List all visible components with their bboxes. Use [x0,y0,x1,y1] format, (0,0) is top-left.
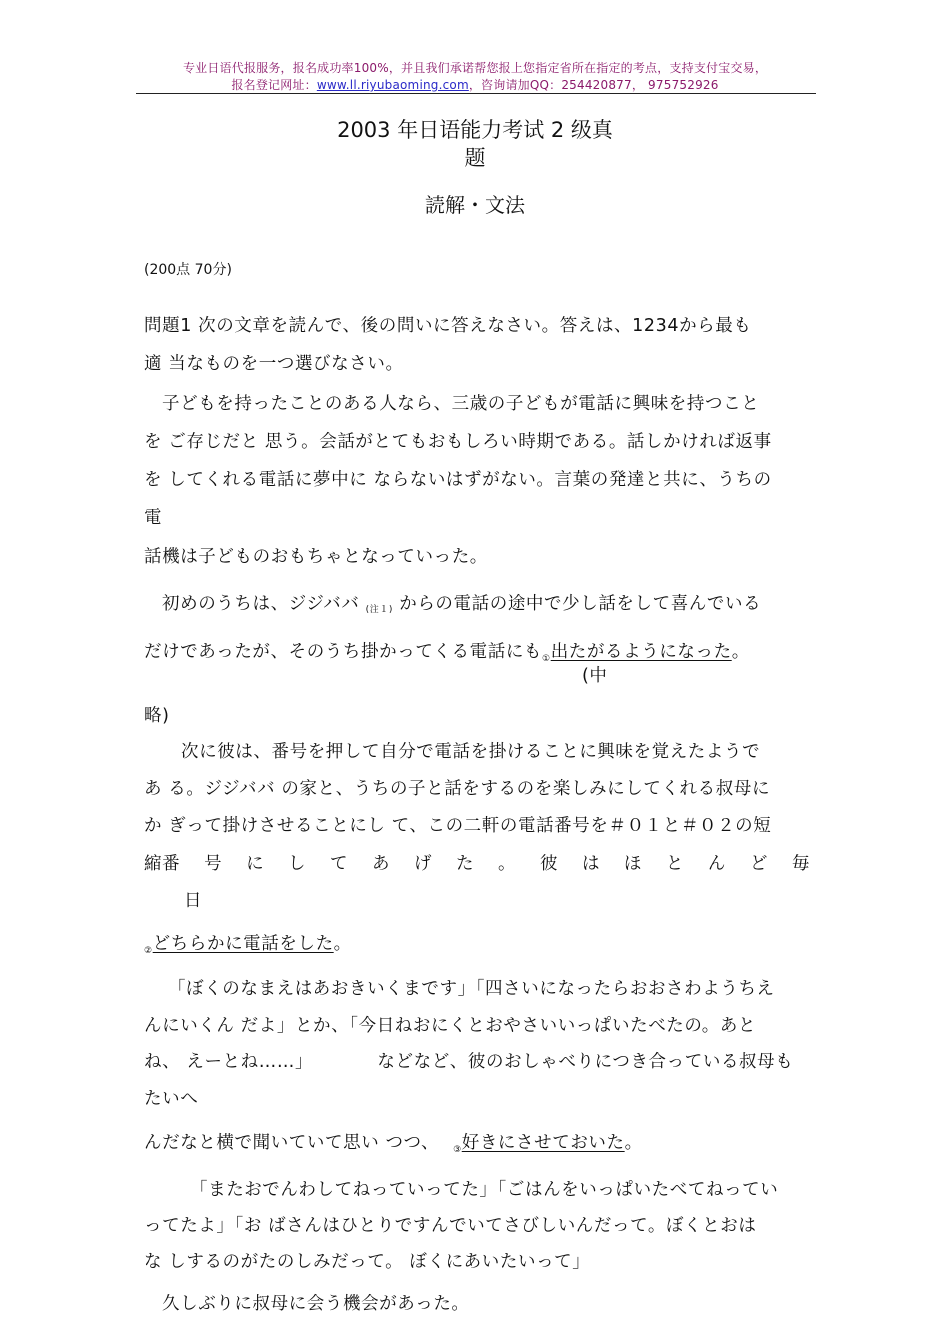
passage-line: 「またおでんわしてねっていってた」「ごはんをいっぱいたべてねってい [190,1180,779,1200]
justified-char: ん [707,854,726,874]
passage-line [162,590,761,615]
justified-char: て [330,854,349,874]
footnote-marker: (注１) [365,605,394,615]
registration-link[interactable]: www.ll.riyubaoming.com [316,78,469,92]
passage-text: などなど、彼のおしゃべりにつき合っている叔母も [377,1052,794,1072]
justified-char: に [246,854,265,874]
justified-char: ほ [623,854,643,874]
passage-text: 。 [731,642,750,662]
passage-line: 日 [184,891,203,911]
header-registration-label: 报名登记网址： [231,78,317,92]
justified-char: あ [372,854,391,874]
passage-line: 略) [144,706,170,726]
passage-line [144,638,750,664]
header-line-1: 专业日语代报服务，报名成功率100%，并且我们承诺帮您报上您指定省所在指定的考点，支持支付宝交易， [182,61,768,75]
passage-line: 「ぼくのなまえはあおきいくまです」「四さいになったらおおさわようちえ [168,979,775,999]
passage-line: 話機は子どものおもちゃとなっていった。 [144,547,488,567]
justified-char: ど [749,854,768,874]
passage-text: んだなと横で聞いていて思い つつ、 [144,1133,440,1153]
passage-text: からの電話の途中で少し話をして喜んでいる [399,594,762,614]
question-instruction-1: 問題1 次の文章を読んで、後の問いに答えなさい。答えは、1234から最も [144,316,752,336]
passage-text: 。 [624,1133,643,1153]
passage-line [144,1048,793,1073]
underline-number-1: ① [542,654,551,664]
passage-line: か ぎって掛けさせることにし て、この二軒の電話番号を＃０１と＃０２の短 [144,816,772,836]
passage-text: 初めのうちは、ジジババ [162,594,360,614]
passage-text: ね、 えーとね……」 [144,1052,314,1072]
underline-number-3: ③ [453,1145,462,1155]
passage-line: 電 [144,508,163,528]
justified-char: と [665,854,685,874]
score-info: (200点 70分) [144,262,232,278]
passage-line: 次に彼は、番号を押して自分で電話を掛けることに興味を覚えたようで [181,742,761,762]
underlined-phrase-3: 好きにさせておいた [461,1133,625,1153]
section-title: 読解・文法 [425,193,525,217]
justified-char: 毎 [791,854,810,874]
justified-char: た [455,854,475,874]
page-title-continued: 题 [464,146,486,170]
justified-char: げ [414,854,433,874]
passage-line: を ご存じだと 思う。会話がとてもおもしろい時期である。話しかければ返事 [144,432,772,452]
passage-text: 。 [333,934,352,954]
justified-char: し [288,854,307,874]
header-line-2 [0,76,950,93]
justified-char: 。 [497,854,517,874]
passage-line [144,930,352,956]
passage-line: 子どもを持ったことのある人なら、三歳の子どもが電話に興味を持つこと [162,394,760,414]
justified-char: 縮番 [144,854,181,874]
passage-line: たいへ [144,1089,199,1109]
passage-line: んにいくん だよ」とか、「今日ねおにくとおやさいいっぱいたべたの。あと [144,1016,757,1036]
header-divider [136,93,816,94]
justified-char: は [581,854,601,874]
header-contact-text: ，咨询请加QQ：254420877， 975752926 [468,78,719,92]
passage-line [144,1129,643,1155]
passage-text: だけであったが、そのうち掛かってくる電話にも [144,642,543,662]
underlined-phrase-2: どちらかに電話をした [152,934,334,954]
underline-number-2: ② [144,946,153,956]
passage-line: 久しぶりに叔母に会う機会があった。 [162,1294,470,1314]
passage-line: あ る。ジジババ の家と、うちの子と話をするのを楽しみにしてくれる叔母に [144,779,771,799]
underlined-phrase-1: 出たがるようになった [550,642,732,662]
passage-line-justified [144,850,810,875]
question-instruction-2: 適 当なものを一つ選びなさい。 [144,354,404,374]
passage-line: を してくれる電話に夢中に ならないはずがない。言葉の発達と共に、うちの [144,470,772,490]
justified-char: 彼 [539,854,559,874]
passage-line: (中 [582,666,608,686]
justified-char: 号 [204,854,223,874]
passage-line: な しするのがたのしみだって。 ぼくにあいたいって」 [144,1252,591,1272]
page-title: 2003 年日语能力考试 2 级真 [337,118,613,142]
passage-line: ってたよ」「お ばさんはひとりですんでいてさびしいんだって。ぼくとおは [144,1216,757,1236]
